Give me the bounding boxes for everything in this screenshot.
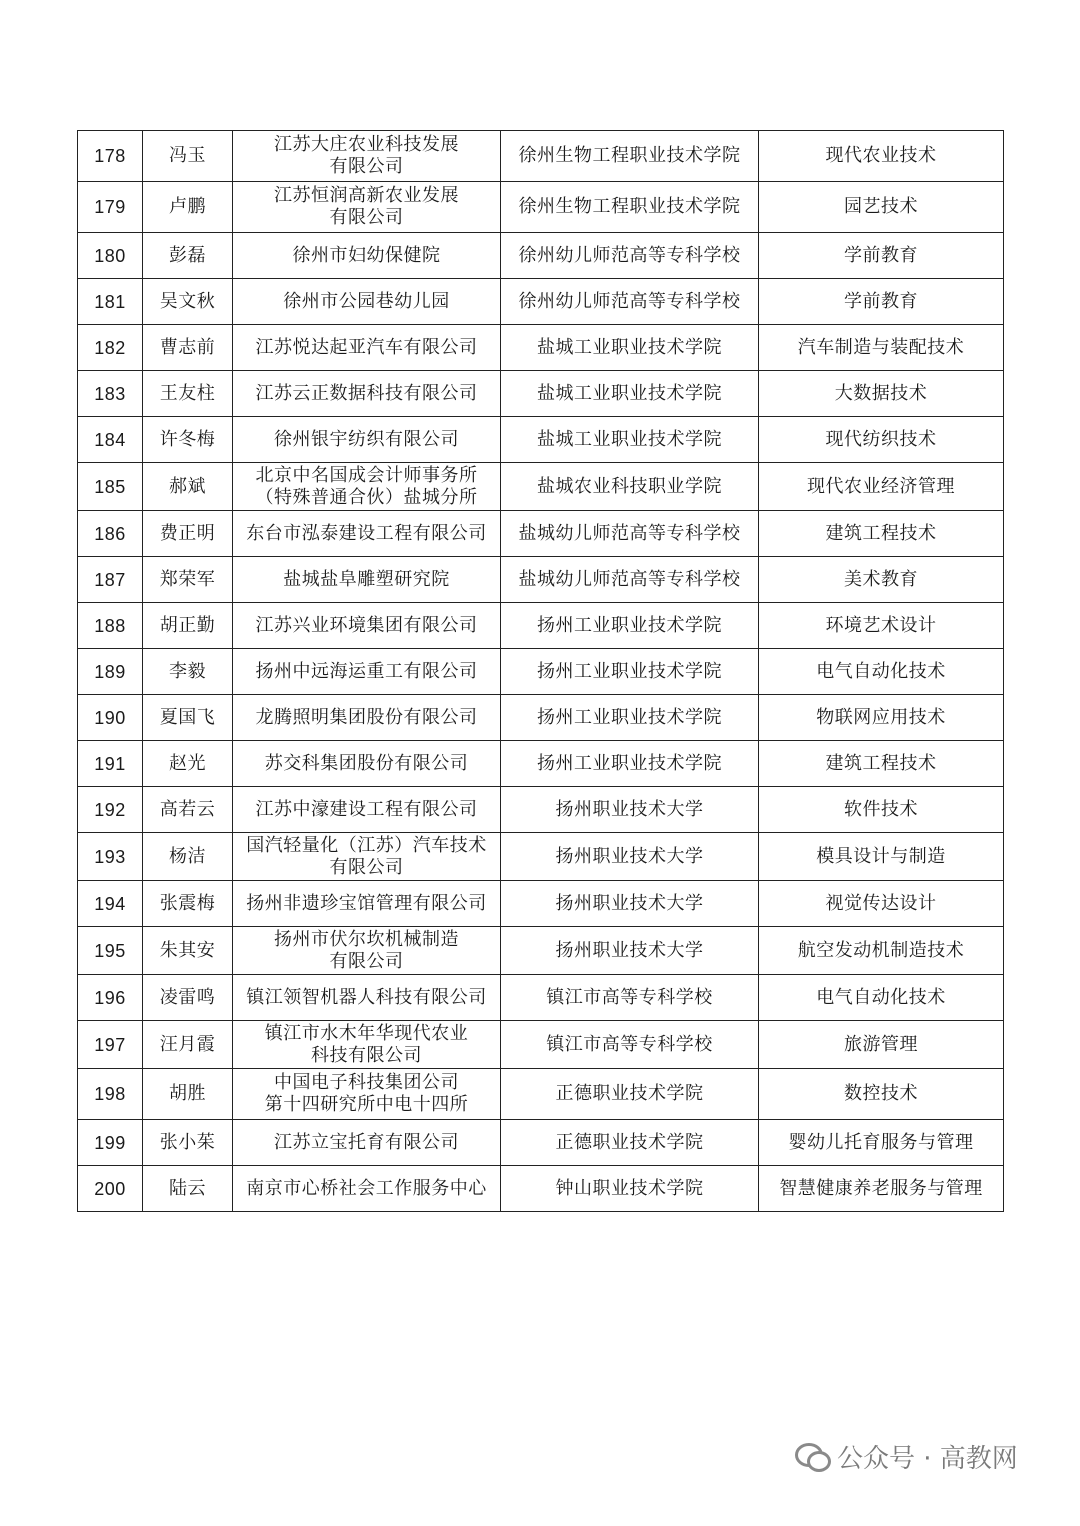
cell-major: 大数据技术 [759,371,1004,417]
cell-company: 扬州非遗珍宝馆管理有限公司 [233,881,501,927]
cell-name: 吴文秋 [143,279,233,325]
table-row [78,1120,1004,1166]
cell-name: 胡正勤 [143,603,233,649]
cell-no: 200 [78,1166,143,1212]
cell-name: 杨洁 [143,833,233,881]
cell-name: 冯玉 [143,131,233,182]
cell-school: 扬州职业技术大学 [501,881,759,927]
cell-school: 徐州生物工程职业技术学院 [501,131,759,182]
cell-company: 中国电子科技集团公司 第十四研究所中电十四所 [233,1069,501,1120]
cell-name: 胡胜 [143,1069,233,1120]
table-row [78,833,1004,881]
cell-major: 视觉传达设计 [759,881,1004,927]
cell-name: 许冬梅 [143,417,233,463]
cell-school: 扬州工业职业技术学院 [501,603,759,649]
table-row [78,975,1004,1021]
cell-major: 智慧健康养老服务与管理 [759,1166,1004,1212]
table-row [78,325,1004,371]
cell-no: 189 [78,649,143,695]
cell-school: 盐城工业职业技术学院 [501,325,759,371]
cell-company: 江苏立宝托育有限公司 [233,1120,501,1166]
cell-name: 高若云 [143,787,233,833]
roster-table [77,130,1004,1212]
cell-company: 东台市泓泰建设工程有限公司 [233,511,501,557]
cell-no: 181 [78,279,143,325]
table-row [78,557,1004,603]
table-row [78,603,1004,649]
cell-no: 180 [78,233,143,279]
table-row [78,741,1004,787]
cell-company: 北京中名国成会计师事务所 （特殊普通合伙）盐城分所 [233,463,501,511]
cell-no: 182 [78,325,143,371]
cell-company: 江苏大庄农业科技发展 有限公司 [233,131,501,182]
cell-name: 费正明 [143,511,233,557]
cell-school: 正德职业技术学院 [501,1069,759,1120]
cell-major: 园艺技术 [759,182,1004,233]
cell-name: 李毅 [143,649,233,695]
table-row [78,649,1004,695]
cell-company: 国汽轻量化（江苏）汽车技术 有限公司 [233,833,501,881]
cell-school: 盐城幼儿师范高等专科学校 [501,511,759,557]
cell-company: 江苏恒润高新农业发展 有限公司 [233,182,501,233]
cell-no: 179 [78,182,143,233]
cell-major: 现代纺织技术 [759,417,1004,463]
cell-no: 185 [78,463,143,511]
watermark-text: 公众号 · 高教网 [837,1443,1018,1474]
table-row [78,787,1004,833]
cell-no: 194 [78,881,143,927]
cell-no: 184 [78,417,143,463]
cell-no: 192 [78,787,143,833]
table-row [78,279,1004,325]
cell-school: 扬州职业技术大学 [501,927,759,975]
cell-company: 江苏中濠建设工程有限公司 [233,787,501,833]
cell-name: 张小茱 [143,1120,233,1166]
cell-school: 正德职业技术学院 [501,1120,759,1166]
table-row [78,695,1004,741]
cell-major: 现代农业技术 [759,131,1004,182]
cell-school: 扬州职业技术大学 [501,833,759,881]
cell-major: 数控技术 [759,1069,1004,1120]
table-row [78,1021,1004,1069]
cell-school: 徐州生物工程职业技术学院 [501,182,759,233]
cell-major: 软件技术 [759,787,1004,833]
cell-major: 电气自动化技术 [759,975,1004,1021]
cell-school: 盐城工业职业技术学院 [501,417,759,463]
cell-name: 张震梅 [143,881,233,927]
cell-no: 188 [78,603,143,649]
cell-major: 美术教育 [759,557,1004,603]
cell-company: 江苏云正数据科技有限公司 [233,371,501,417]
cell-no: 199 [78,1120,143,1166]
cell-company: 盐城盐阜雕塑研究院 [233,557,501,603]
cell-major: 模具设计与制造 [759,833,1004,881]
cell-major: 建筑工程技术 [759,511,1004,557]
cell-name: 王友柱 [143,371,233,417]
cell-no: 190 [78,695,143,741]
cell-name: 郝斌 [143,463,233,511]
table-row [78,371,1004,417]
table-row [78,1069,1004,1120]
cell-major: 航空发动机制造技术 [759,927,1004,975]
cell-school: 盐城工业职业技术学院 [501,371,759,417]
cell-school: 钟山职业技术学院 [501,1166,759,1212]
table-row [78,233,1004,279]
cell-name: 曹志前 [143,325,233,371]
cell-school: 扬州工业职业技术学院 [501,695,759,741]
cell-company: 镇江市水木年华现代农业 科技有限公司 [233,1021,501,1069]
cell-name: 汪月霞 [143,1021,233,1069]
cell-no: 191 [78,741,143,787]
cell-company: 扬州市伏尔坎机械制造 有限公司 [233,927,501,975]
cell-no: 193 [78,833,143,881]
cell-school: 徐州幼儿师范高等专科学校 [501,279,759,325]
cell-no: 197 [78,1021,143,1069]
cell-name: 陆云 [143,1166,233,1212]
cell-company: 扬州中远海运重工有限公司 [233,649,501,695]
cell-school: 扬州工业职业技术学院 [501,649,759,695]
cell-company: 徐州银宇纺织有限公司 [233,417,501,463]
cell-major: 学前教育 [759,233,1004,279]
roster-body [78,131,1004,1212]
cell-name: 彭磊 [143,233,233,279]
cell-major: 学前教育 [759,279,1004,325]
cell-company: 江苏兴业环境集团有限公司 [233,603,501,649]
cell-company: 徐州市公园巷幼儿园 [233,279,501,325]
cell-no: 187 [78,557,143,603]
cell-no: 198 [78,1069,143,1120]
cell-no: 195 [78,927,143,975]
cell-no: 196 [78,975,143,1021]
table-row [78,1166,1004,1212]
cell-major: 电气自动化技术 [759,649,1004,695]
wechat-icon [795,1441,829,1471]
cell-major: 环境艺术设计 [759,603,1004,649]
cell-company: 龙腾照明集团股份有限公司 [233,695,501,741]
cell-school: 徐州幼儿师范高等专科学校 [501,233,759,279]
cell-major: 婴幼儿托育服务与管理 [759,1120,1004,1166]
cell-school: 镇江市高等专科学校 [501,1021,759,1069]
cell-company: 苏交科集团股份有限公司 [233,741,501,787]
cell-major: 现代农业经济管理 [759,463,1004,511]
table-row [78,131,1004,182]
cell-school: 扬州工业职业技术学院 [501,741,759,787]
cell-company: 江苏悦达起亚汽车有限公司 [233,325,501,371]
cell-no: 178 [78,131,143,182]
cell-school: 盐城农业科技职业学院 [501,463,759,511]
cell-name: 赵光 [143,741,233,787]
cell-name: 卢鹏 [143,182,233,233]
table-row [78,881,1004,927]
cell-name: 夏国飞 [143,695,233,741]
table-row [78,182,1004,233]
cell-company: 南京市心桥社会工作服务中心 [233,1166,501,1212]
table-row [78,417,1004,463]
table-row [78,927,1004,975]
cell-no: 183 [78,371,143,417]
cell-major: 物联网应用技术 [759,695,1004,741]
cell-name: 朱其安 [143,927,233,975]
cell-major: 汽车制造与装配技术 [759,325,1004,371]
cell-company: 镇江领智机器人科技有限公司 [233,975,501,1021]
cell-name: 凌雷鸣 [143,975,233,1021]
cell-name: 郑荣军 [143,557,233,603]
cell-major: 旅游管理 [759,1021,1004,1069]
cell-company: 徐州市妇幼保健院 [233,233,501,279]
watermark [795,1436,1018,1476]
cell-no: 186 [78,511,143,557]
table-row [78,463,1004,511]
cell-school: 镇江市高等专科学校 [501,975,759,1021]
cell-school: 盐城幼儿师范高等专科学校 [501,557,759,603]
table-row [78,511,1004,557]
cell-school: 扬州职业技术大学 [501,787,759,833]
cell-major: 建筑工程技术 [759,741,1004,787]
